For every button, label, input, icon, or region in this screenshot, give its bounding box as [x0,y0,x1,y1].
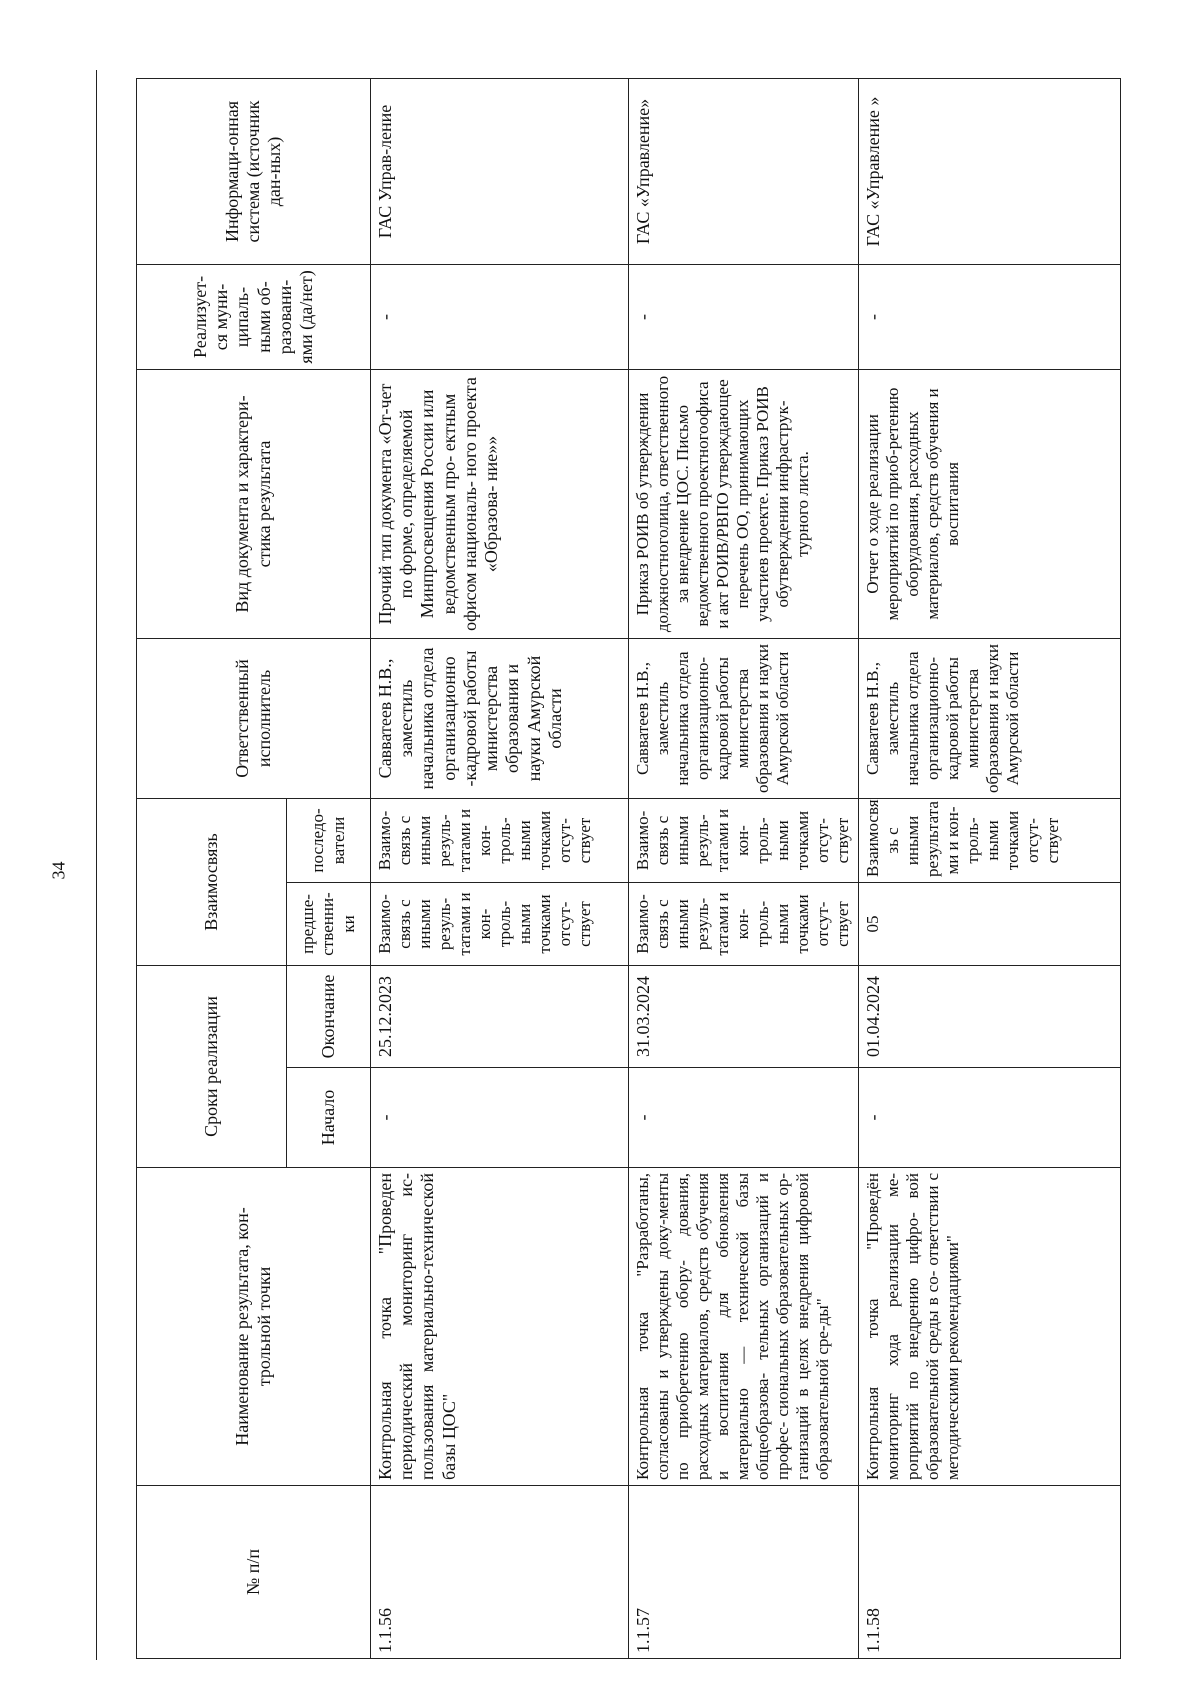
header-responsible: Ответственный исполнитель [137,638,371,798]
row-name: Контрольная точка "Проведен периодический мониторинг ис-пользования материально-технической базы ЦОС" [371,1168,629,1486]
row-municipal: - [371,264,629,369]
header-num: № п/п [137,1486,371,1659]
row-num: 1.1.58 [858,1486,1120,1659]
row-responsible: Савватеев Н.В., заместиль начальника отдела организационно-кадровой работы министерства образования и науки Амурской области [858,638,1120,798]
table-row [629,78,859,1658]
row-successors: Взаимосвя зь с иными результата ми и кон-троль-ными точками отсут-ствует [858,798,1120,882]
row-predecessors: Взаимо-связь с иными резуль-татами и кон-троль-ными точками отсут-ствует [629,882,859,965]
row-responsible: Савватеев Н.В., заместиль начальника отдела организационно-кадровой работы министерства образования и науки Амурской области [629,638,859,798]
row-info-system: ГАС «Управление » [858,78,1120,264]
row-municipal: - [858,264,1120,369]
row-predecessors: 05 [858,882,1120,965]
table-row [858,78,1120,1658]
row-info-system: ГАС «Управление» [629,78,859,264]
row-end: 25.12.2023 [371,965,629,1067]
rotated-table-wrapper [136,79,1116,1659]
row-doc-type: Отчет о ходе реализации мероприятий по приоб-ретению оборудования, расходных материалов, средств обучения и воспитания [858,369,1120,638]
row-name: Контрольная точка "Разработаны, согласованы и утверждены доку-менты по приобретению обору- дования, расходных материалов, средств обучения и воспитания для обновления материально — технической базы общеобразова- тельных организаций и профес- сиональных образовательных ор- ганизаций в целях внедрения цифровой образовательной сре-ды" [629,1168,859,1486]
row-num: 1.1.57 [629,1486,859,1659]
table-row [371,78,629,1658]
row-start: - [629,1068,859,1168]
header-relation: Взаимосвязь [137,798,287,965]
page-number: 34 [48,861,69,880]
header-name: Наименование результата, кон-трольной точки [137,1168,371,1486]
row-info-system: ГАС Управ-ление [371,78,629,264]
row-num: 1.1.56 [371,1486,629,1659]
row-end: 01.04.2024 [858,965,1120,1067]
header-successors: последо-ватели [287,798,371,882]
row-doc-type: Приказ РОИВ об утверждении должностноголица, ответственного за внедрение ЦОС. Письмо ведомственного проектногоофиса и акт РОИВ/РВПО утверждающее перечень ОО, принимающих участиев проекте. Приказ РОИВ обутверждении инфраструк-турного листа. [629,369,859,638]
results-table [136,78,1121,1659]
row-successors: Взаимо-связь с иными резуль-татами и кон-троль-ными точками отсут-ствует [371,798,629,882]
row-end: 31.03.2024 [629,965,859,1067]
row-municipal: - [629,264,859,369]
row-responsible: Савватеев Н.В., заместиль начальника отдела организационно -кадровой работы министерства образования и науки Амурской области [371,638,629,798]
margin-line [96,70,97,1660]
row-predecessors: Взаимо-связь с иными резуль-татами и кон-троль-ными точками отсут-ствует [371,882,629,965]
header-doc-type: Вид документа и характери-стика результата [137,369,371,638]
row-successors: Взаимо-связь с иными резуль-татами и кон-троль-ными точками отсут-ствует [629,798,859,882]
header-info-system: Информаци-онная система (источник дан-ных) [137,78,371,264]
row-name: Контрольная точка "Проведён мониторинг хода реализации ме-роприятий по внедрению цифро- вой образовательной среды в со- ответствии с методическими рекомендациями" [858,1168,1120,1486]
header-predecessors: предше-ственни-ки [287,882,371,965]
header-municipal: Реализует-ся муни-ципаль-ными об-разовани-ями (да/нет) [137,264,371,369]
row-doc-type: Прочий тип документа «От-чет по форме, определяемой Минпросвещения России или ведомственным про- ектным офисом националь- ного проекта «Образова- ние»» [371,369,629,638]
header-start: Начало [287,1068,371,1168]
header-end: Окончание [287,965,371,1067]
row-start: - [858,1068,1120,1168]
header-dates: Сроки реализации [137,965,287,1167]
row-start: - [371,1068,629,1168]
